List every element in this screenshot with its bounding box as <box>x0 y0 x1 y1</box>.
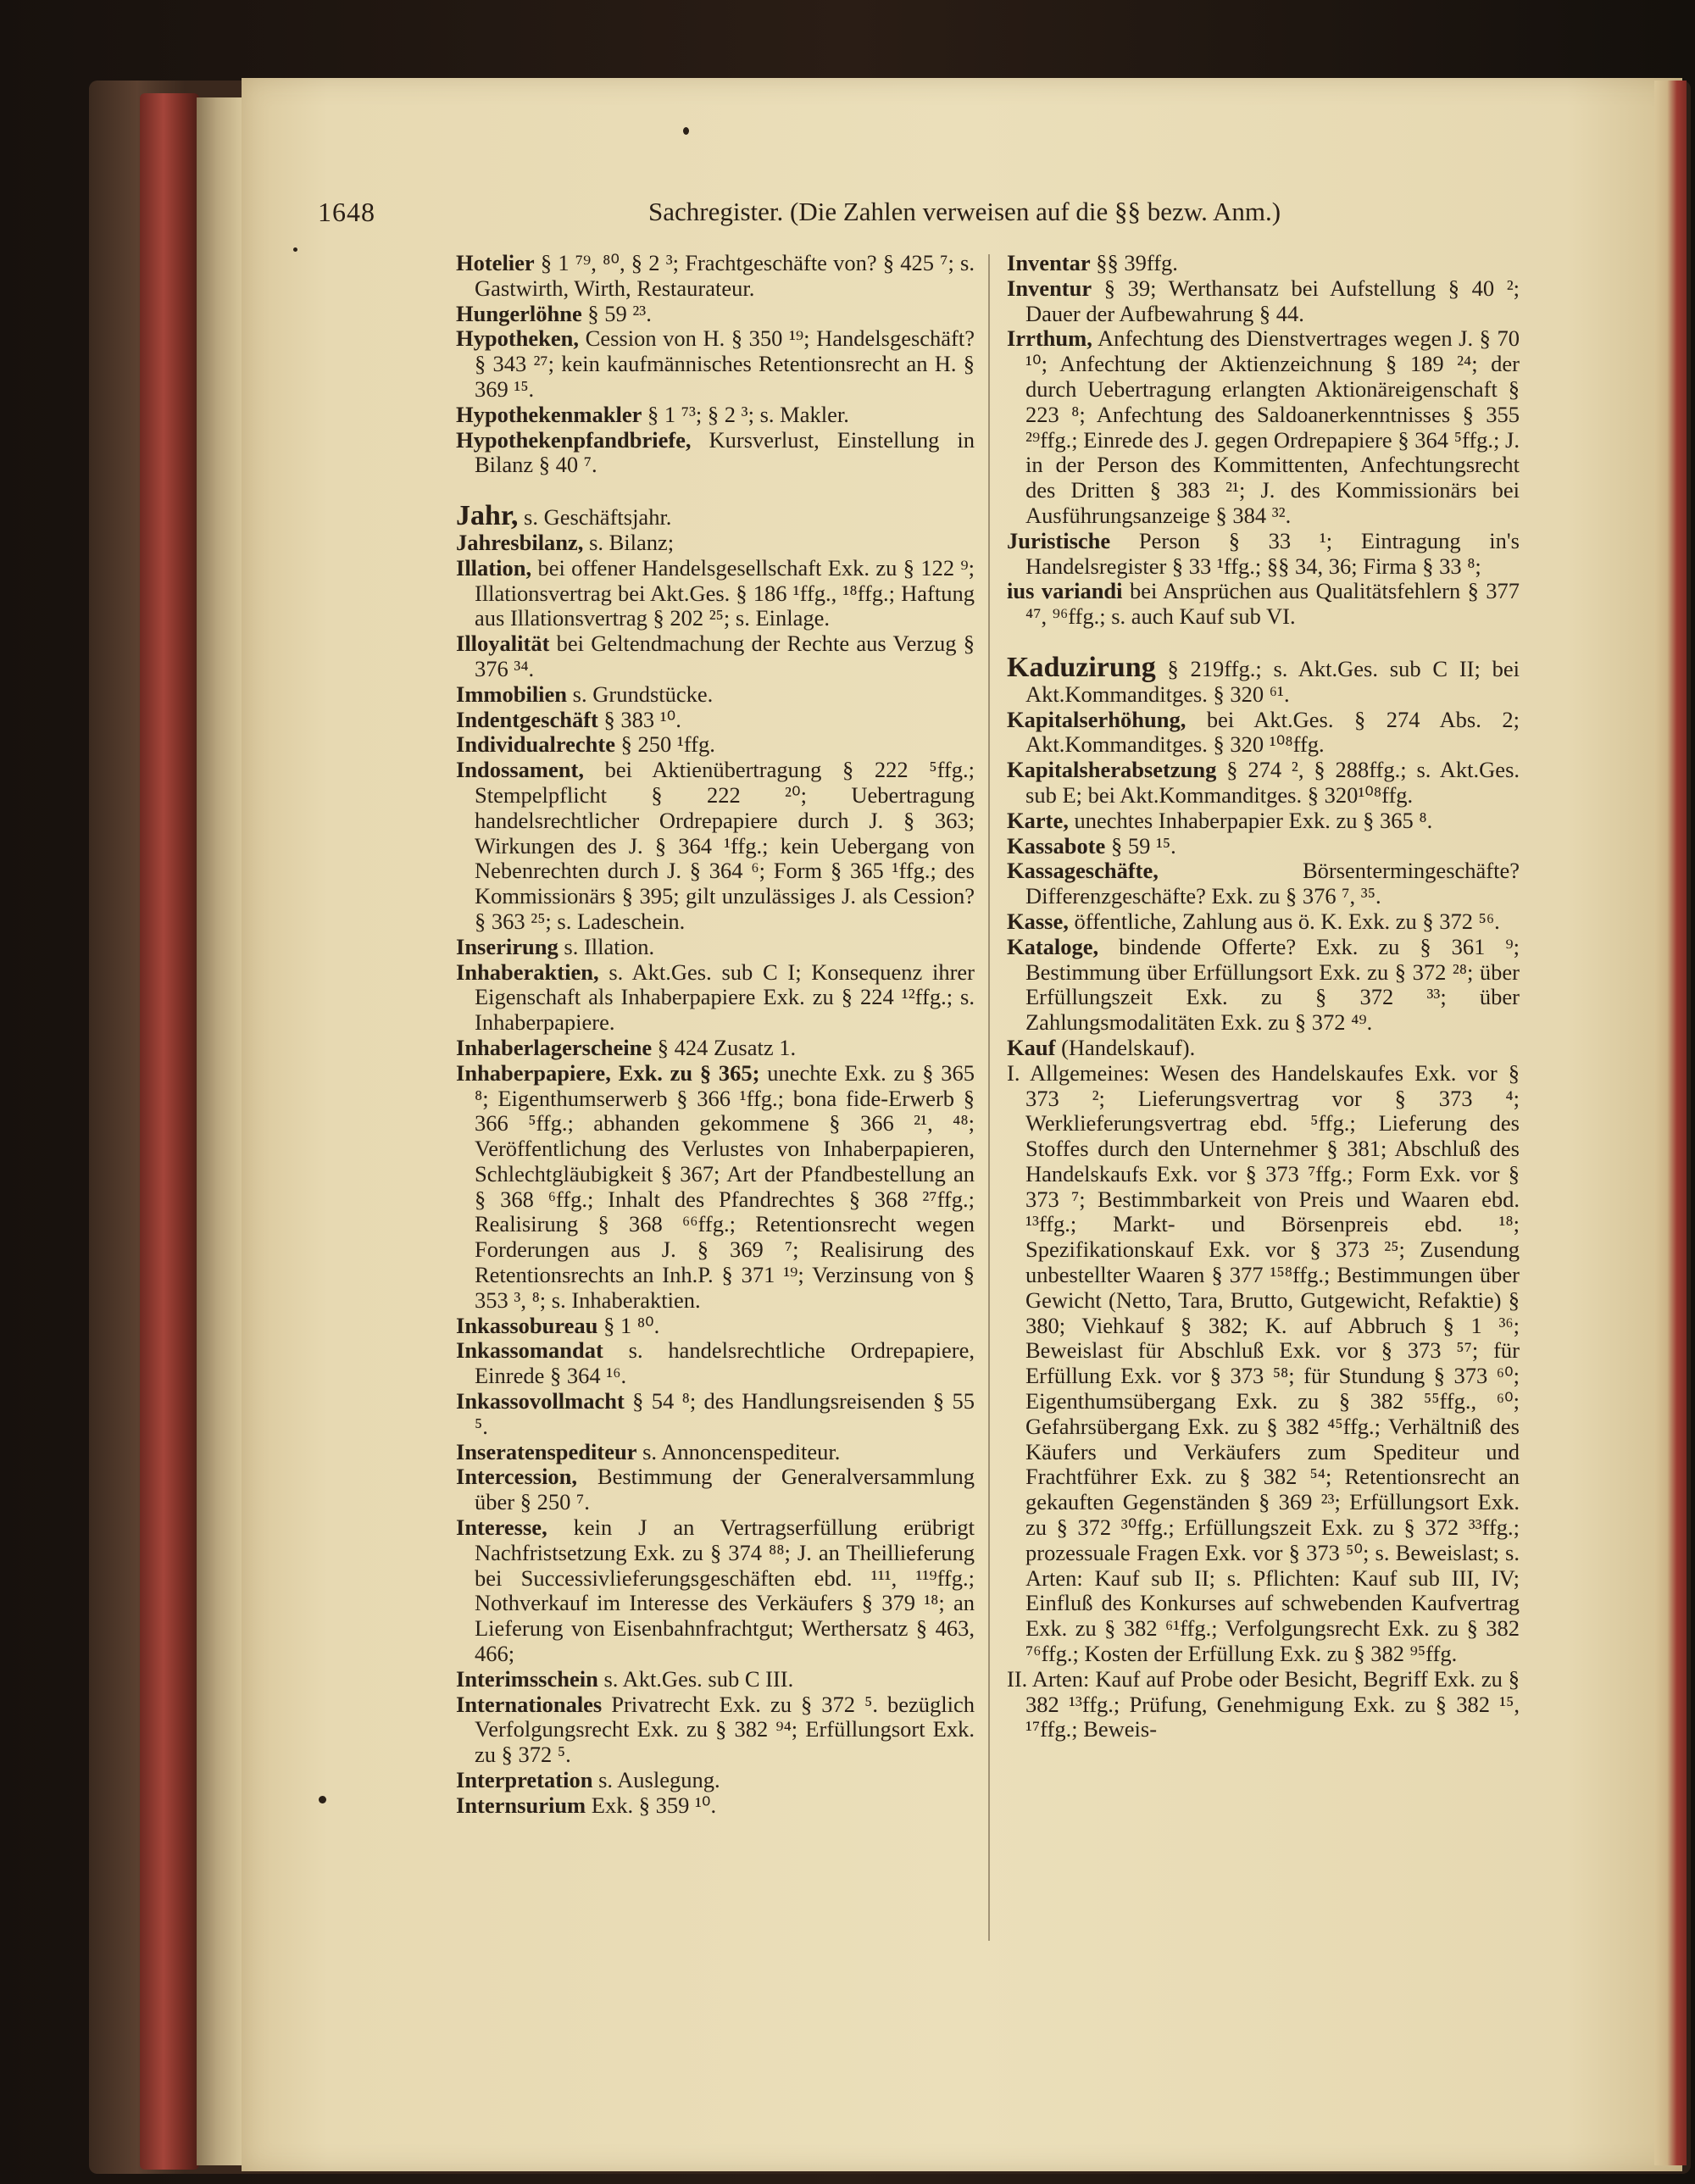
entry-text: § 54 ⁸; des Handlungsreisenden § 55 ⁵. <box>475 1388 975 1439</box>
page-speck <box>293 247 297 252</box>
index-entry <box>1007 758 1520 809</box>
index-entry <box>456 403 975 428</box>
entry-headword: Inventur <box>1007 275 1092 301</box>
index-entry <box>1007 1667 1520 1742</box>
entry-headword: Interimsschein <box>456 1665 598 1692</box>
entry-headword: Hypotheken, <box>456 325 580 352</box>
index-entry <box>1007 251 1520 276</box>
entry-headword: Internsurium <box>456 1792 586 1818</box>
index-entry <box>456 326 975 402</box>
page-stack-edge <box>1654 81 1687 2165</box>
book-spine-edge <box>140 93 199 2170</box>
index-entry <box>456 1061 975 1314</box>
entry-text: bei Aktienübertragung § 222 ⁵ffg.; Stempelpflicht § 222 ²⁰; Uebertragung handelsrechtlicher Ordrepapiere durch J. § 363; Wirkungen des J. § 364 ¹ffg.; kein Uebergang von Nebenrechten durch J. § 364 ⁶; Form § 365 ¹ffg.; des Kommissionärs § 395; gilt unzulässiges J. als Cession? § 363 ²⁵; s. Ladeschein. <box>475 757 975 934</box>
entry-headword: Individualrechte <box>456 731 615 758</box>
entry-headword: Inventar <box>1007 250 1091 275</box>
entry-headword: Inhaberaktien, <box>456 959 599 985</box>
entry-text: § 1 ⁸⁰. <box>603 1312 660 1338</box>
entry-headword: Kassageschäfte, <box>1007 858 1159 884</box>
entry-text: bindende Offerte? Exk. zu § 361 ⁹; Bestimmung über Erfüllungsort Exk. zu § 372 ²⁸; über Erfüllungszeit Exk. zu § 372 ³³; über Zahlungsmodalitäten Exk. zu § 372 ⁴⁹. <box>1025 933 1520 1036</box>
index-column-left <box>456 251 975 1819</box>
entry-headword: Hypothekenpfandbriefe, <box>456 426 692 453</box>
entry-text: Exk. § 359 ¹⁰. <box>591 1792 717 1818</box>
entry-headword: Intercession, <box>456 1464 578 1490</box>
entry-text: § 219ffg.; s. Akt.Ges. sub C II; bei Akt.Kommanditges. § 320 ⁶¹. <box>1025 655 1520 707</box>
index-entry <box>456 631 975 682</box>
index-entry <box>456 1440 975 1465</box>
page-header <box>318 197 1360 235</box>
index-entry <box>456 1692 975 1768</box>
section-gap <box>456 478 975 503</box>
index-entry <box>456 1464 975 1515</box>
entry-headword: Kasse, <box>1007 908 1069 934</box>
entry-text: s. Illation. <box>564 933 655 959</box>
entry-text: (Handelskauf). <box>1061 1034 1196 1060</box>
entry-text: § 59 ²³. <box>587 300 652 326</box>
entry-headword: Inserirung <box>456 933 559 959</box>
index-entry <box>456 1338 975 1389</box>
index-column-right <box>1007 251 1520 1742</box>
index-entry <box>1007 708 1520 759</box>
entry-text: s. Akt.Ges. sub C I; Konsequenz ihrer Eigenschaft als Inhaberpapiere Exk. zu § 224 ¹²ffg.; s. Inhaberpapiere. <box>475 959 975 1036</box>
index-entry <box>456 428 975 479</box>
entry-headword: Inkassomandat <box>456 1337 603 1364</box>
entry-text: s. Geschäftsjahr. <box>524 504 672 531</box>
index-entry <box>1007 1061 1520 1667</box>
index-entry <box>456 1389 975 1440</box>
entry-headword: Illoyalität <box>456 631 550 657</box>
entry-text: bei Ansprüchen aus Qualitätsfehlern § 377 ⁴⁷, ⁹⁶ffg.; s. auch Kauf sub VI. <box>1025 578 1520 630</box>
entry-headword: Illation, <box>456 554 532 581</box>
index-entry <box>456 1036 975 1061</box>
entry-text: §§ 39ffg. <box>1096 250 1178 275</box>
entry-text: kein J an Vertragserfüllung erübrigt Nachfristsetzung Exk. zu § 374 ⁸⁸; J. an Theillieferung bei Successivlieferungsgeschäften ebd. ¹¹¹, ¹¹⁹ffg.; Nothverkauf im Interesse des Verkäufers § 379 ¹⁸; an Lieferung von Eisenbahnfrachtgut; Werthersatz § 463, 466; <box>475 1514 975 1667</box>
entry-text: bei Akt.Ges. § 274 Abs. 2; Akt.Kommanditges. § 320 ¹⁰⁸ffg. <box>1025 706 1520 758</box>
entry-headword: Karte, <box>1007 807 1069 833</box>
entry-text: § 1 ⁷⁹, ⁸⁰, § 2 ³; Frachtgeschäfte von? § 425 ⁷; s. Gastwirth, Wirth, Restaurateur. <box>475 250 975 301</box>
entry-headword: Kaduzirung <box>1007 651 1156 683</box>
index-entry <box>456 1314 975 1339</box>
entry-text: s. handelsrechtliche Ordrepapiere, Einrede § 364 ¹⁶. <box>475 1337 975 1389</box>
entry-text: Bestimmung der Generalversammlung über § 250 ⁷. <box>475 1464 975 1515</box>
index-entry <box>456 1667 975 1692</box>
entry-headword: Inseratenspediteur <box>456 1438 637 1464</box>
index-entry <box>1007 809 1520 834</box>
entry-headword: Indentgeschäft <box>456 706 598 732</box>
entry-text: § 59 ¹⁵. <box>1110 832 1176 859</box>
entry-headword: Inhaberlagerscheine <box>456 1034 653 1060</box>
index-entry <box>1007 859 1520 909</box>
entry-headword: Inkassovollmacht <box>456 1388 625 1414</box>
page-gutter <box>197 97 243 2165</box>
entry-text: bei Geltendmachung der Rechte aus Verzug § 376 ³⁴. <box>475 631 975 681</box>
index-entry <box>1007 1036 1520 1061</box>
entry-headword: Immobilien <box>456 681 568 707</box>
index-entry <box>1007 651 1520 708</box>
index-entry <box>456 960 975 1036</box>
entry-text: öffentliche, Zahlung aus ö. K. Exk. zu § 372 ⁵⁶. <box>1074 908 1500 934</box>
entry-headword: Irrthum, <box>1007 325 1092 352</box>
column-divider <box>988 254 990 1941</box>
index-entry <box>456 531 975 556</box>
page-speck <box>319 1796 326 1803</box>
entry-text: § 424 Zusatz 1. <box>657 1034 797 1060</box>
entry-text: s. Akt.Ges. sub C III. <box>603 1665 794 1692</box>
index-entry <box>456 732 975 758</box>
index-entry <box>1007 579 1520 630</box>
entry-headword: ius variandi <box>1007 578 1123 604</box>
entry-headword: Hotelier <box>456 250 535 275</box>
index-entry <box>456 500 975 532</box>
index-entry <box>456 302 975 327</box>
entry-headword: Kassabote <box>1007 832 1106 859</box>
entry-text: s. Annoncenspediteur. <box>642 1438 841 1464</box>
entry-text: Kursverlust, Einstellung in Bilanz § 40 ⁷. <box>475 426 975 478</box>
entry-headword: Kapitalserhöhung, <box>1007 706 1186 732</box>
entry-headword: Interesse, <box>456 1514 547 1541</box>
entry-text: bei offener Handelsgesellschaft Exk. zu § 122 ⁹; Illationsvertrag bei Akt.Ges. § 186 ¹ffg., ¹⁸ffg.; Haftung aus Illationsvertrag § 202 ²⁵; s. Einlage. <box>475 554 975 631</box>
index-entry <box>456 1515 975 1667</box>
entry-text: § 274 ², § 288ffg.; s. Akt.Ges. sub E; bei Akt.Kommanditges. § 320¹⁰⁸ffg. <box>1025 757 1520 808</box>
entry-text: § 1 ⁷³; § 2 ³; s. Makler. <box>647 401 849 427</box>
index-entry <box>1007 529 1520 580</box>
index-entry <box>1007 276 1520 327</box>
page-number: 1648 <box>318 197 375 227</box>
index-entry <box>456 1793 975 1819</box>
entry-headword: Juristische <box>1007 527 1111 553</box>
page-speck <box>683 127 689 135</box>
entry-text: Person § 33 ¹; Eintragung in's Handelsregister § 33 ¹ffg.; §§ 34, 36; Firma § 33 ⁸; <box>1025 527 1520 579</box>
index-entry <box>1007 909 1520 935</box>
entry-headword: Inkassobureau <box>456 1312 598 1338</box>
index-entry <box>1007 834 1520 859</box>
index-entry <box>1007 935 1520 1036</box>
index-entry <box>456 758 975 935</box>
entry-text: Privatrecht Exk. zu § 372 ⁵. bezüglich Verfolgungsrecht Exk. zu § 382 ⁹⁴; Erfüllungsort Exk. zu § 372 ⁵. <box>475 1691 975 1768</box>
entry-text: unechtes Inhaberpapier Exk. zu § 365 ⁸. <box>1074 807 1433 833</box>
entry-headword: Hypothekenmakler <box>456 401 642 427</box>
index-entry <box>456 935 975 960</box>
index-entry <box>456 251 975 302</box>
entry-headword: Indossament, <box>456 757 584 783</box>
entry-text: § 383 ¹⁰. <box>603 706 681 732</box>
entry-text: s. Bilanz; <box>589 529 675 555</box>
entry-text: II. Arten: Kauf auf Probe oder Besicht, Begriff Exk. zu § 382 ¹³ffg.; Prüfung, Genehmigung Exk. zu § 382 ¹⁵, ¹⁷ffg.; Beweis- <box>1007 1665 1520 1742</box>
entry-text: Cession von H. § 350 ¹⁹; Handelsgeschäft? § 343 ²⁷; kein kaufmännisches Retentionsrecht an H. § 369 ¹⁵. <box>475 325 975 402</box>
entry-headword: Jahr, <box>456 500 519 532</box>
entry-text: § 250 ¹ffg. <box>620 731 715 758</box>
index-entry <box>456 1768 975 1793</box>
index-entry <box>456 682 975 708</box>
index-entry <box>1007 326 1520 528</box>
entry-headword: Inhaberpapiere, Exk. zu § 365; <box>456 1059 760 1086</box>
entry-headword: Kapitalsherabsetzung <box>1007 757 1217 783</box>
entry-text: Börsentermingeschäfte? Differenzgeschäfte? Exk. zu § 376 ⁷, ³⁵. <box>1025 858 1520 909</box>
index-entry <box>456 556 975 631</box>
entry-headword: Interpretation <box>456 1767 593 1793</box>
running-head: Sachregister. (Die Zahlen verweisen auf die §§ bezw. Anm.) <box>648 197 1281 226</box>
entry-headword: Kauf <box>1007 1034 1056 1060</box>
entry-text: s. Auslegung. <box>598 1767 720 1793</box>
entry-headword: Hungerlöhne <box>456 300 582 326</box>
entry-text: § 39; Werthansatz bei Aufstellung § 40 ²; Dauer der Aufbewahrung § 44. <box>1025 275 1520 326</box>
entry-headword: Internationales <box>456 1691 603 1717</box>
entry-headword: Kataloge, <box>1007 933 1099 959</box>
entry-text: unechte Exk. zu § 365 ⁸; Eigenthumserwerb § 366 ¹ffg.; bona fide-Erwerb § 366 ⁵ffg.; abhanden gekommene § 366 ²¹, ⁴⁸; Veröffentlichung des Verlustes von Inhaberpapieren, Schlechtgläubigkeit § 367; Art der Pfandbestellung an § 368 ⁶ffg.; Inhalt des Pfandrechtes § 368 ²⁷ffg.; Realisirung § 368 ⁶⁶ffg.; Retentionsrecht wegen Forderungen aus J. § 369 ⁷; Realisirung des Retentionsrechts an Inh.P. § 371 ¹⁹; Verzinsung von § 353 ³, ⁸; s. Inhaberaktien. <box>475 1059 975 1313</box>
entry-text: Anfechtung des Dienstvertrages wegen J. § 70 ¹⁰; Anfechtung der Aktienzeichnung § 189 ²⁴; der durch Uebertragung erlangten Aktionäreigenschaft § 223 ⁸; Anfechtung des Saldoanerkenntnisses § 355 ²⁹ffg.; Einrede des J. gegen Ordrepapiere § 364 ⁵ffg.; J. in der Person des Kommittenten, Anfechtungsrecht des Dritten § 383 ²¹; J. des Kommissionärs bei Ausführungsanzeige § 384 ³². <box>1025 325 1520 528</box>
index-entry <box>456 708 975 733</box>
entry-text: s. Grundstücke. <box>572 681 714 707</box>
entry-headword: Jahresbilanz, <box>456 529 584 555</box>
entry-text: I. Allgemeines: Wesen des Handelskaufes Exk. vor § 373 ²; Lieferungsvertrag vor § 373 ⁴; Werklieferungsvertrag ebd. ⁵ffg.; Lieferung des Stoffes durch den Unternehmer § 381; Abschluß des Handelskaufs Exk. vor § 373 ⁷ffg.; Form Exk. vor § 373 ⁷; Bestimmbarkeit von Preis und Waaren ebd. ¹³ffg.; Markt- und Börsenpreis ebd. ¹⁸; Spezifikationskauf Exk. vor § 373 ²⁵; Zusendung unbestellter Waaren § 377 ¹⁵⁸ffg.; Bestimmungen über Gewicht (Netto, Tara, Brutto, Gutgewicht, Refaktie) § 380; Viehkauf § 382; K. auf Abbruch § 1 ³⁶; Beweislast für Abschluß Exk. vor § 373 ⁵⁷; für Erfüllung Exk. vor § 373 ⁵⁸; für Stundung § 373 ⁶⁰; Eigenthumsübergang Exk. zu § 382 ⁵⁵ffg., ⁶⁰; Gefahrsübergang Exk. zu § 382 ⁴⁵ffg.; Verhältniß des Käufers und Verkäufers zum Spediteur und Frachtführer Exk. zu § 382 ⁵⁴; Retentionsrecht an gekauften Gegenständen § 369 ²³; Erfüllungsort Exk. zu § 372 ³⁰ffg.; Erfüllungszeit Exk. zu § 372 ³³ffg.; prozessuale Fragen Exk. vor § 373 ⁵⁰; s. Beweislast; s. Arten: Kauf sub II; s. Pflichten: Kauf sub III, IV; Einfluß des Konkurses auf schwebenden Kaufvertrag Exk. zu § 382 ⁶¹ffg.; Verfolgungsrecht Exk. zu § 382 ⁷⁶ffg.; Kosten der Erfüllung Exk. zu § 382 ⁹⁵ffg. <box>1007 1059 1520 1667</box>
